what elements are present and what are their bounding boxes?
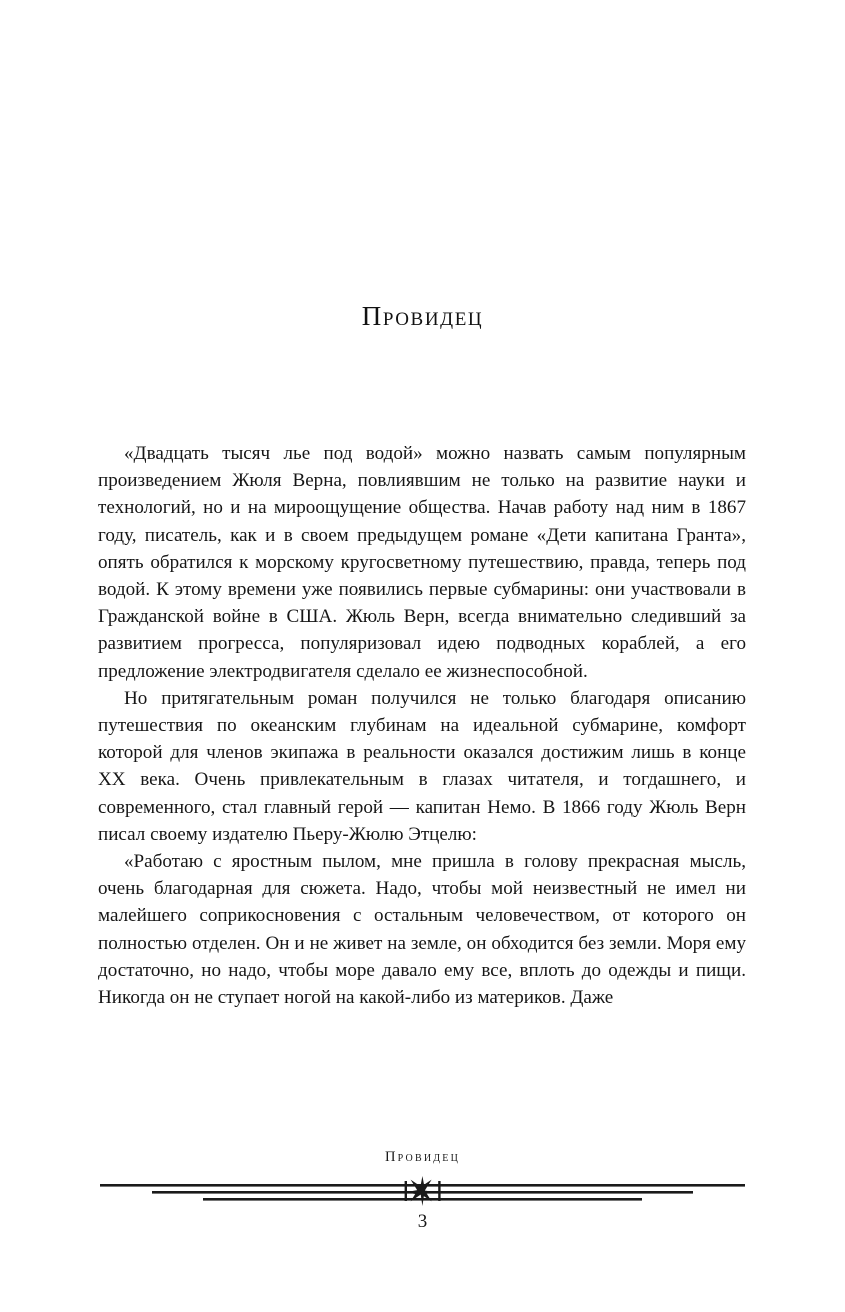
body-paragraph: Но притягательным роман получился не только благодаря описанию путешествия по океанским глубинам на идеальной субмарине, комфорт которой для членов экипажа в реальности оказался достижим лишь в конце XX века. Очень привлекательным в глазах читателя, и тогдашнего, и современного, стал главный герой — капитан Немо. В 1866 году Жюль Верн писал своему издателю Пьеру-Жюлю Этцелю: (98, 687, 746, 845)
footer-ornament (0, 1176, 845, 1206)
running-head: Провидец (384, 1149, 461, 1165)
chapter-title: Провидец (361, 301, 484, 331)
page-number: 3 (417, 1211, 428, 1232)
body-paragraph: «Работаю с яростным пылом, мне пришла в голову прекрасная мысль, очень благодарная для сюжета. Надо, чтобы мой неизвестный не имел ни малейшего соприкосновения с остальным человечеством, от которого он полностью отделен. Он и не живет на земле, он обходится без земли. Моря ему достаточно, но надо, чтобы море давало ему все, вплоть до одежды и пищи. Никогда он не ступает ногой на какой-либо из материков. Даже (98, 851, 746, 1009)
body-text-block (98, 440, 746, 1011)
body-paragraph: «Двадцать тысяч лье под водой» можно назвать самым популярным произведением Жюля Верна, повлиявшим не только на развитие науки и технологий, но и на мироощущение общества. Начав работу над ним в 1867 году, писатель, как и в своем предыдущем романе «Дети капитана Гранта», опять обратился к морскому кругосветному путешествию, правда, теперь под водой. К этому времени уже появились первые субмарины: они участвовали в Гражданской войне в США. Жюль Верн, всегда внимательно следивший за развитием прогресса, популяризовал идею подводных кораблей, а его предложение электродвигателя сделало ее жизнеспособной. (98, 443, 746, 682)
